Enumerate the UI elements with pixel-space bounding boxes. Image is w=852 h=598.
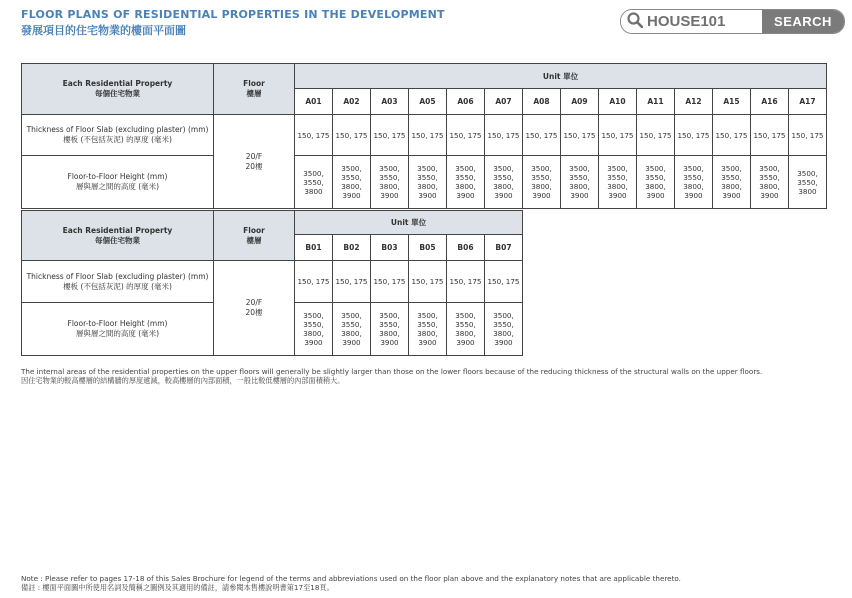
height-cell-a05: [409, 156, 447, 209]
height-value: 3550,: [341, 173, 362, 182]
internal-area-note: [21, 367, 762, 385]
footer-note-en: Note : Please refer to pages 17-18 of this Sales Brochure for legend of the terms and abbreviations used on the floor plan above and the explanatory notes that are applicable thereto.: [21, 574, 681, 583]
height-cell-b03: [371, 303, 409, 356]
height-cell-a07: [485, 156, 523, 209]
height-value: 3900: [570, 191, 589, 200]
thickness-cell-a02: 150, 175: [333, 115, 371, 156]
height-cell-a15: [713, 156, 751, 209]
height-value: 3900: [342, 338, 361, 347]
height-value: 3500,: [759, 164, 780, 173]
thickness-cell-a11: 150, 175: [637, 115, 675, 156]
thickness-cell-a03: 150, 175: [371, 115, 409, 156]
thickness-cell-b07: 150, 175: [485, 261, 523, 303]
unit-header-a05: A05: [409, 89, 447, 115]
height-value: 3550,: [493, 173, 514, 182]
thickness-label-b: [22, 261, 214, 303]
height-value: 3500,: [303, 168, 324, 178]
height-value: 3900: [494, 191, 513, 200]
page-subtitle: 發展項目的住宅物業的樓面平面圖: [21, 24, 186, 37]
thickness-cell-a15: 150, 175: [713, 115, 751, 156]
height-value: 3900: [494, 338, 513, 347]
footer-note-zh: 備註 : 樓面平面圖中所使用名詞及簡稱之圖例及其適用的備註，請參閱本售樓說明書第17至18頁。: [21, 583, 334, 592]
unit-header-a16: A16: [751, 89, 789, 115]
height-value: 3800,: [303, 329, 324, 338]
unit-header-a15: A15: [713, 89, 751, 115]
height-value: 3800,: [683, 182, 704, 191]
height-value: 3500,: [493, 164, 514, 173]
unit-header-a11: A11: [637, 89, 675, 115]
height-value: 3500,: [607, 164, 628, 173]
height-value: 3500,: [493, 311, 514, 320]
height-value: 3800,: [379, 329, 400, 338]
unit-header-a08: A08: [523, 89, 561, 115]
property-header-b: [22, 211, 214, 261]
floor-label-en: Floor: [243, 225, 265, 235]
height-value: 3500,: [645, 164, 666, 173]
height-value: 3550,: [417, 320, 438, 329]
floor-header: [214, 64, 295, 115]
height-value: 3550,: [645, 173, 666, 182]
height-cell-a03: [371, 156, 409, 209]
height-cell-a12: [675, 156, 713, 209]
height-value: 3900: [760, 191, 779, 200]
height-value: 3550,: [531, 173, 552, 182]
height-value: 3800,: [341, 329, 362, 338]
height-label-en: Floor-to-Floor Height (mm): [67, 319, 168, 328]
unit-header-a12: A12: [675, 89, 713, 115]
height-cell-b02: [333, 303, 371, 356]
height-value: 3550,: [759, 173, 780, 182]
height-value: 3550,: [493, 320, 514, 329]
internal-note-zh: 因住宅物業的較高樓層的結構牆的厚度遞減，較高樓層的內部面積，一般比較低樓層的內部面積稍大。: [21, 376, 345, 385]
floor-value-en: 20/F: [245, 151, 263, 161]
height-cell-a16: [751, 156, 789, 209]
height-value: 3900: [342, 191, 361, 200]
height-value: 3900: [684, 191, 703, 200]
property-label-zh: 每個住宅物業: [95, 89, 140, 98]
unit-header-a02: A02: [333, 89, 371, 115]
height-value: 3800,: [417, 329, 438, 338]
height-value: 3800,: [569, 182, 590, 191]
unit-header-a17: A17: [789, 89, 827, 115]
unit-header-b01: B01: [295, 235, 333, 261]
search-input[interactable]: HOUSE101: [647, 13, 726, 30]
height-cell-a06: [447, 156, 485, 209]
height-value: 3550,: [569, 173, 590, 182]
height-value: 3800,: [531, 182, 552, 191]
height-value: 3800: [798, 186, 817, 196]
height-value: 3500,: [531, 164, 552, 173]
height-value: 3900: [418, 191, 437, 200]
height-cell-b07: [485, 303, 523, 356]
height-value: 3550,: [341, 320, 362, 329]
height-value: 3800,: [455, 329, 476, 338]
thickness-label-en: Thickness of Floor Slab (excluding plaster) (mm): [26, 271, 209, 281]
floor-value-zh: 20樓: [245, 161, 263, 171]
search-field[interactable]: [621, 10, 762, 33]
height-value: 3550,: [683, 173, 704, 182]
height-value: 3800,: [493, 182, 514, 191]
height-label-zh: 層與層之間的高度 (毫米): [75, 329, 160, 338]
height-value: 3900: [418, 338, 437, 347]
thickness-cell-a09: 150, 175: [561, 115, 599, 156]
property-label-en: Each Residential Property: [62, 225, 173, 235]
height-value: 3900: [532, 191, 551, 200]
height-value: 3900: [456, 338, 475, 347]
thickness-cell-b02: 150, 175: [333, 261, 371, 303]
height-value: 3900: [608, 191, 627, 200]
height-label-zh: 層與層之間的高度 (毫米): [75, 182, 160, 191]
height-value: 3500,: [417, 311, 438, 320]
height-value: 3550,: [379, 320, 400, 329]
thickness-label-zh: 樓板 (不包括灰泥) 的厚度 (毫米): [63, 135, 172, 144]
unit-header-b: Unit 單位: [295, 211, 523, 235]
thickness-cell-a01: 150, 175: [295, 115, 333, 156]
height-value: 3500,: [455, 164, 476, 173]
thickness-cell-b01: 150, 175: [295, 261, 333, 303]
height-value: 3500,: [455, 311, 476, 320]
floor-value-zh: 20樓: [245, 308, 263, 317]
thickness-cell-a06: 150, 175: [447, 115, 485, 156]
height-label: [22, 156, 214, 209]
height-value: 3500,: [379, 164, 400, 173]
unit-header-b07: B07: [485, 235, 523, 261]
height-label-en: Floor-to-Floor Height (mm): [67, 172, 168, 181]
height-value: 3500,: [797, 168, 818, 178]
height-value: 3500,: [341, 164, 362, 173]
thickness-cell-a10: 150, 175: [599, 115, 637, 156]
thickness-cell-a05: 150, 175: [409, 115, 447, 156]
height-value: 3900: [304, 338, 323, 347]
height-value: 3550,: [721, 173, 742, 182]
height-cell-a17: [789, 156, 827, 209]
height-value: 3550,: [455, 173, 476, 182]
search-button[interactable]: SEARCH: [762, 10, 844, 33]
height-value: 3800,: [493, 329, 514, 338]
height-cell-b01: [295, 303, 333, 356]
floor-label-zh: 樓層: [246, 235, 262, 245]
thickness-cell-a16: 150, 175: [751, 115, 789, 156]
property-label-zh: 每個住宅物業: [95, 235, 140, 245]
height-cell-a01: [295, 156, 333, 209]
height-value: 3800,: [759, 182, 780, 191]
height-value: 3800,: [417, 182, 438, 191]
height-value: 3550,: [303, 177, 324, 187]
thickness-cell-a17: 150, 175: [789, 115, 827, 156]
unit-header-a07: A07: [485, 89, 523, 115]
height-cell-a10: [599, 156, 637, 209]
height-label-b: [22, 303, 214, 356]
floor-table-b: [21, 210, 523, 356]
height-value: 3800,: [721, 182, 742, 191]
unit-header-b03: B03: [371, 235, 409, 261]
unit-header-a03: A03: [371, 89, 409, 115]
height-value: 3500,: [341, 311, 362, 320]
unit-header-a10: A10: [599, 89, 637, 115]
height-value: 3900: [456, 191, 475, 200]
floor-value-en: 20/F: [245, 298, 263, 307]
internal-note-en: The internal areas of the residential properties on the upper floors will generally be slightly larger than those on the lower floors because of the reducing thickness of the structural walls on the upper floors.: [21, 367, 763, 376]
search-box[interactable]: [620, 9, 845, 34]
unit-header-b06: B06: [447, 235, 485, 261]
search-icon: [627, 12, 643, 32]
height-value: 3800,: [341, 182, 362, 191]
height-value: 3550,: [455, 320, 476, 329]
height-cell-a02: [333, 156, 371, 209]
property-label-en: Each Residential Property: [62, 79, 173, 88]
floor-table-a: [21, 63, 827, 209]
unit-header-a01: A01: [295, 89, 333, 115]
floor-value-b: [214, 261, 295, 356]
thickness-label-en: Thickness of Floor Slab (excluding plaster) (mm): [26, 125, 209, 134]
unit-header: Unit 單位: [295, 64, 827, 89]
floor-value: [214, 115, 295, 209]
property-header: [22, 64, 214, 115]
height-value: 3550,: [607, 173, 628, 182]
height-value: 3500,: [683, 164, 704, 173]
unit-header-a09: A09: [561, 89, 599, 115]
unit-header-b02: B02: [333, 235, 371, 261]
footer-note: [21, 574, 681, 592]
unit-header-b05: B05: [409, 235, 447, 261]
height-value: 3550,: [303, 320, 324, 329]
height-value: 3550,: [417, 173, 438, 182]
thickness-cell-a07: 150, 175: [485, 115, 523, 156]
floor-header-b: [214, 211, 295, 261]
height-value: 3500,: [303, 311, 324, 320]
height-value: 3800,: [379, 182, 400, 191]
height-value: 3900: [722, 191, 741, 200]
thickness-label: [22, 115, 214, 156]
height-cell-b05: [409, 303, 447, 356]
thickness-cell-a08: 150, 175: [523, 115, 561, 156]
thickness-cell-b06: 150, 175: [447, 261, 485, 303]
floor-label-en: Floor: [243, 79, 265, 88]
height-value: 3800,: [607, 182, 628, 191]
height-value: 3800: [304, 186, 323, 196]
thickness-label-zh: 樓板 (不包括灰泥) 的厚度 (毫米): [63, 281, 172, 291]
page-title: FLOOR PLANS OF RESIDENTIAL PROPERTIES IN THE DEVELOPMENT: [21, 8, 445, 21]
thickness-cell-b05: 150, 175: [409, 261, 447, 303]
thickness-cell-a12: 150, 175: [675, 115, 713, 156]
height-cell-b06: [447, 303, 485, 356]
height-value: 3550,: [797, 177, 818, 187]
height-cell-a11: [637, 156, 675, 209]
thickness-cell-b03: 150, 175: [371, 261, 409, 303]
height-cell-a09: [561, 156, 599, 209]
floor-label-zh: 樓層: [246, 89, 262, 98]
height-value: 3800,: [455, 182, 476, 191]
height-value: 3500,: [721, 164, 742, 173]
height-value: 3900: [646, 191, 665, 200]
height-value: 3800,: [645, 182, 666, 191]
unit-header-a06: A06: [447, 89, 485, 115]
height-value: 3900: [380, 191, 399, 200]
height-value: 3550,: [379, 173, 400, 182]
height-value: 3900: [380, 338, 399, 347]
height-cell-a08: [523, 156, 561, 209]
height-value: 3500,: [569, 164, 590, 173]
height-value: 3500,: [379, 311, 400, 320]
height-value: 3500,: [417, 164, 438, 173]
